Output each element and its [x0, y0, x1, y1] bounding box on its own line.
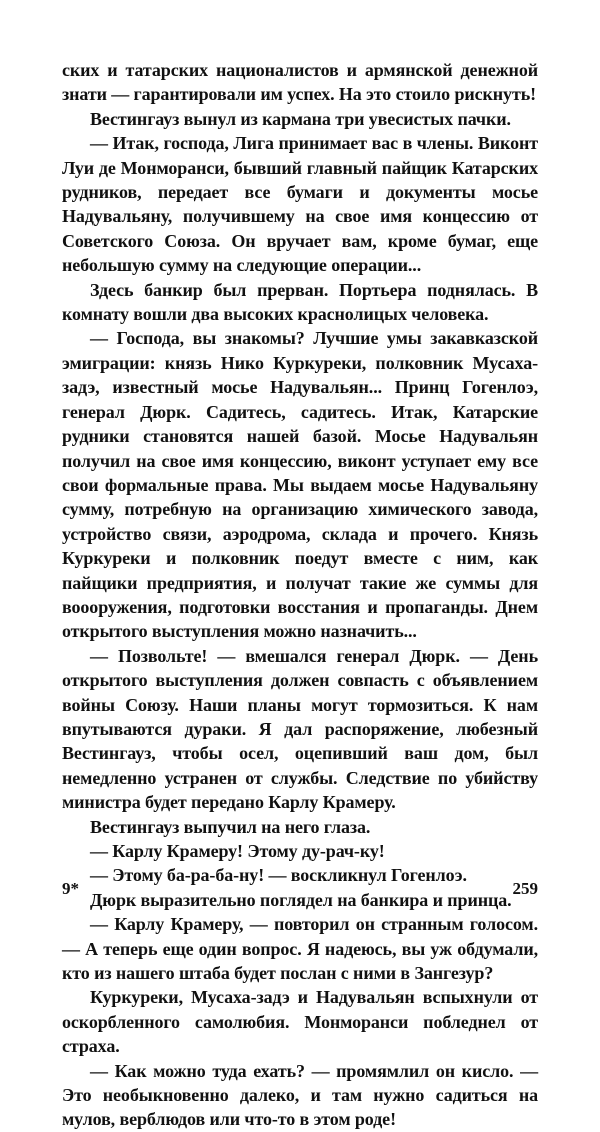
paragraph: — Господа, вы знакомы? Лучшие умы закавказской эмиграции: князь Нико Куркуреки, полковник Мусаха-задэ, известный мосье Надувальян... Принц Гогенлоэ, генерал Дюрк. Садитесь, садитесь. Итак, Катарские рудники становятся нашей базой. Мосье Надувальян получил на свое имя концессию, виконт уступает ему все свои формальные права. Мы выдаем мосье Надувальяну сумму, потребную на организацию химического завода, устройство связи, аэродрома, склада и прочего. Князь Куркуреки и полковник поедут вместе с ним, как пайщики предприятия, и получат такие же суммы для воооружения, подготовки восстания и пропаганды. Днем открытого выступления можно назначить... [62, 328, 538, 642]
paragraph: — Карлу Крамеру! Этому ду-рач-ку! [90, 841, 385, 861]
paragraph: Вестингауз вынул из кармана три увесистых пачки. [90, 108, 511, 129]
page-number: 259 [512, 879, 538, 898]
paragraph: — Итак, господа, Лига принимает вас в члены. Виконт Луи де Монморанси, бывший главный пайщик Катарских рудников, передает все бумаги и документы мосье Надувальяну, получившему на свое имя концессию от Советского Союза. Он вручает вам, кроме бумаг, еще небольшую сумму на следующие операции... [62, 133, 538, 276]
paragraph: Дюрк выразительно поглядел на банкира и принца. [90, 889, 512, 910]
printer-signature-mark: 9* [62, 879, 79, 898]
paragraph: — Этому ба-ра-ба-ну! — воскликнул Гогенлоэ. [90, 865, 467, 886]
paragraph: — Карлу Крамеру, — повторил он странным голосом. — А теперь еще один вопрос. Я надеюсь, вы уж обдумали, кто из нашего штаба будет послан с ними в Зангезур? [62, 914, 538, 984]
paragraph: Куркуреки, Мусаха-задэ и Надувальян вспыхнули от оскорбленного самолюбия. Монморанси побледнел от страха. [62, 987, 538, 1057]
paragraph: — Как можно туда ехать? — промямлил он кисло. — Это необыкновенно далеко, и там нужно садиться на мулов, верблюдов или что-то в этом роде! [62, 1060, 538, 1130]
paragraph-continuation: ских и татарских националистов и армянской денежной знати — гарантировали им успех. На это стоило рискнуть! [62, 60, 538, 105]
page-text-block [62, 58, 538, 1132]
paragraph: Здесь банкир был прерван. Портьера поднялась. В комнату вошли два высоких краснолицых человека. [62, 279, 538, 325]
paragraph: — Позвольте! — вмешался генерал Дюрк. — День открытого выступления должен совпасть с объявлением войны Союзу. Наши планы могут тормозиться. К нам впутываются дураки. Я дал распоряжение, любезный Вестингауз, чтобы осел, оцепивший ваш дом, был немедленно устранен от службы. Следствие по убийству министра будет передано Карлу Крамеру. [62, 645, 538, 813]
paragraph: Вестингауз выпучил на него глаза. [90, 816, 371, 837]
